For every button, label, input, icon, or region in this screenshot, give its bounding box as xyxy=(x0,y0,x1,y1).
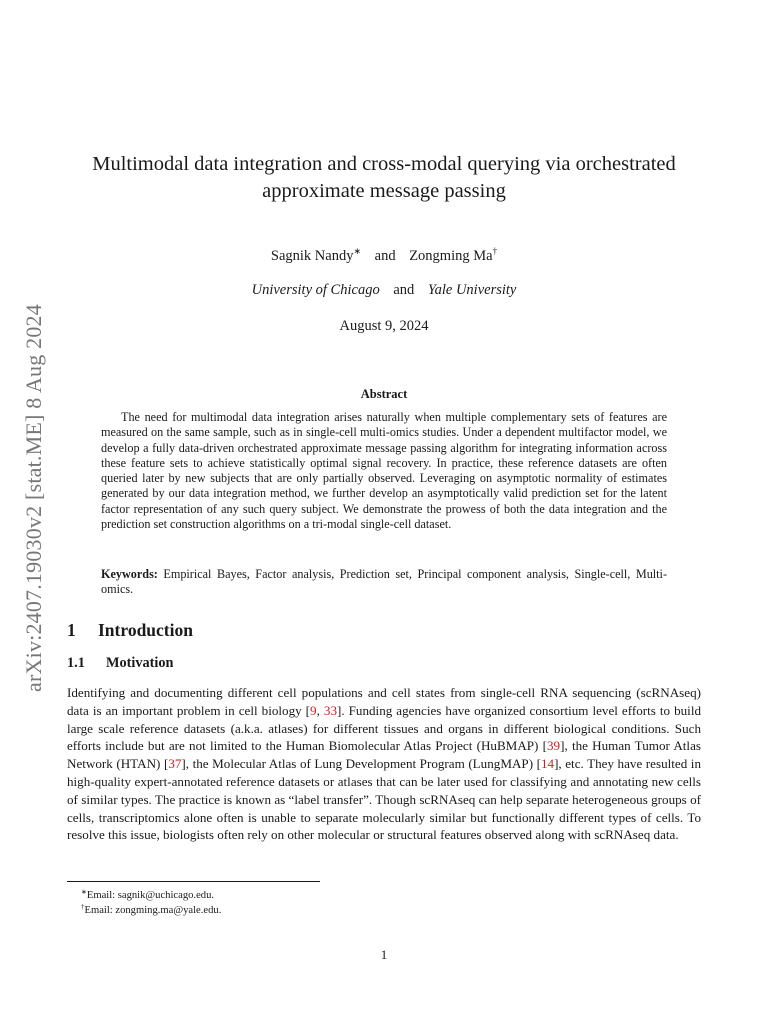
body-paragraph xyxy=(67,684,701,844)
footnote-mark: ∗ xyxy=(81,888,87,896)
body-text: , xyxy=(316,702,324,718)
citation-link[interactable]: 37 xyxy=(168,756,182,772)
subsection-heading xyxy=(67,655,174,672)
author-conjunction: and xyxy=(374,248,396,264)
keywords-label: Keywords: xyxy=(101,567,158,581)
author-name: Zongming Ma xyxy=(409,248,493,264)
section-title: Introduction xyxy=(98,620,193,640)
affiliation-conjunction: and xyxy=(393,282,415,298)
arxiv-identifier: arXiv:2407.19030v2 [stat.ME] 8 Aug 2024 xyxy=(21,304,46,692)
subsection-title: Motivation xyxy=(106,655,174,671)
citation-link[interactable]: 9 xyxy=(310,702,317,718)
citation-link[interactable]: 33 xyxy=(323,702,337,718)
abstract-heading: Abstract xyxy=(360,387,408,401)
citation-link[interactable]: 14 xyxy=(540,756,555,772)
section-heading xyxy=(67,620,193,641)
affiliation: Yale University xyxy=(427,282,517,298)
body-text: ], etc. They have resulted in high-quality expert-annotated reference datasets or atlases that can be later used for classifying and annotating new cells of similar types. The practice is known as “label transfer”. Though scRNAseq can help separate heterogeneous groups of cells, transcriptomics alone often is unable to separate molecularly similar but functionally different types of cells. To resolve this issue, biologists often rely on other molecular or structural features observed along with scRNAseq data. xyxy=(67,756,701,843)
footnote-divider xyxy=(67,881,320,882)
body-text: Identifying and documenting different cell populations and cell states from single-cell RNA sequencing (scRNAseq) data is an important problem in cell biology [ xyxy=(67,685,701,718)
paper-title: Multimodal data integration and cross-modal querying via orchestrated approximate message passing xyxy=(92,153,676,202)
abstract-text: The need for multimodal data integration arises naturally when multiple complementary sets of features are measured on the same sample, such as in single-cell multi-omics studies. Under a dependent multifactor model, we develop a fully data-driven orchestrated approximate message passing algorithm for integrating information across these feature sets to achieve statistically optimal signal recovery. In practice, these reference datasets are often queried later by new subjects that are only partially observed. Leveraging on asymptotic normality of estimates generated by our data integration method, we further develop an asymptotically valid prediction set for the latent factor representation of any such query subject. We demonstrate the prowess of both the data integration and the prediction set construction algorithms on a tri-modal single-cell dataset. xyxy=(101,410,667,532)
section-number: 1 xyxy=(67,620,76,640)
affiliation: University of Chicago xyxy=(251,282,380,298)
subsection-number: 1.1 xyxy=(67,655,85,671)
footnote xyxy=(81,886,214,902)
body-text: ]. Funding agencies have organized consortium level efforts to build large scale reference datasets (a.k.a. atlases) for different tissues and organs in different biological conditions. Such efforts include but are not limited to the Human Biomolecular Atlas Project (HuBMAP) [ xyxy=(67,702,702,754)
body-text: ], the Human Tumor Atlas Network (HTAN) [ xyxy=(67,738,701,772)
page-number: 1 xyxy=(380,947,388,962)
keywords-text: Empirical Bayes, Factor analysis, Prediction set, Principal component analysis, Single-cell, Multi-omics. xyxy=(101,567,668,597)
footnote-text: Email: sagnik@uchicago.edu. xyxy=(86,890,215,901)
paper-date: August 9, 2024 xyxy=(339,318,429,334)
body-text: ], the Molecular Atlas of Lung Development Program (LungMAP) [ xyxy=(181,756,541,772)
author-line xyxy=(0,246,768,265)
author-footnote-mark: ∗ xyxy=(353,246,362,256)
author-footnote-mark: † xyxy=(492,246,498,256)
affiliation-line xyxy=(0,282,768,299)
footnote xyxy=(81,901,221,917)
keywords xyxy=(101,567,667,598)
author-name: Sagnik Nandy xyxy=(270,248,354,264)
citation-link[interactable]: 39 xyxy=(547,738,561,754)
footnote-mark: † xyxy=(81,903,85,911)
footnote-text: Email: zongming.ma@yale.edu. xyxy=(84,905,222,916)
